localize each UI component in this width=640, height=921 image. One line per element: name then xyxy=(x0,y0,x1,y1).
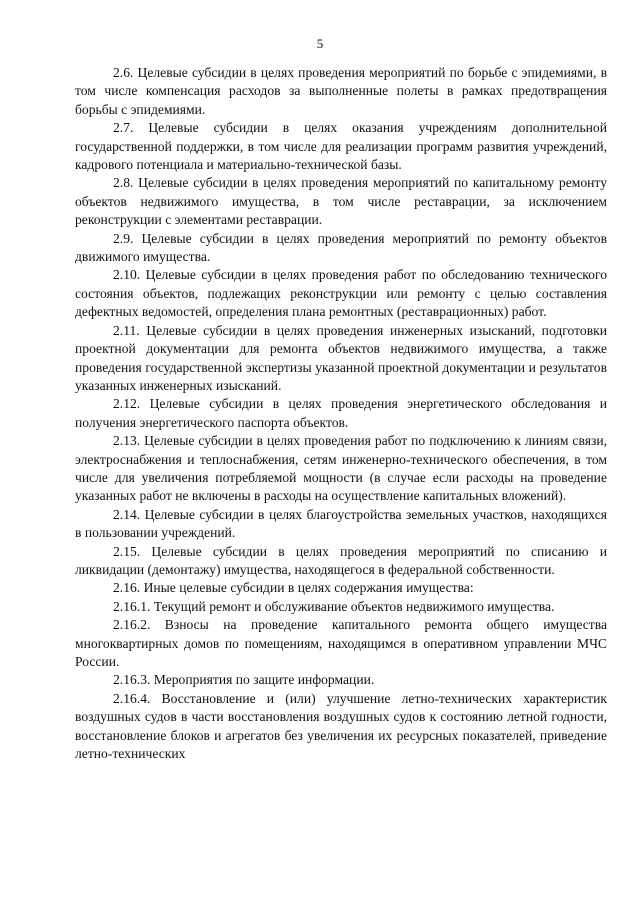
paragraph-2-16-4: 2.16.4. Восстановление и (или) улучшение летно-технических характеристик воздушных судов в части восстановления воздушных судов к состоянию летной годности, восстановление блоков и агрегатов без увеличения их ресурсных показателей, приведение летно-технических xyxy=(75,690,607,762)
paragraph-2-11: 2.11. Целевые субсидии в целях проведения инженерных изысканий, подготовки проектной документации для ремонта объектов недвижимого имущества, а также проведения государственной экспертизы указанной проектной документации и результатов указанных инженерных изысканий. xyxy=(75,322,607,393)
paragraph-2-16-3: 2.16.3. Мероприятия по защите информации. xyxy=(113,672,375,688)
page-number: 5 xyxy=(316,36,324,51)
paragraph-2-7: 2.7. Целевые субсидии в целях оказания учреждениям дополнительной государственной поддержки, в том числе для реализации программ развития учреждений, кадрового потенциала и материально-технической базы. xyxy=(75,120,607,173)
paragraph-2-16-1: 2.16.1. Текущий ремонт и обслуживание объектов недвижимого имущества. xyxy=(113,598,555,614)
paragraph-2-15: 2.15. Целевые субсидии в целях проведения мероприятий по списанию и ликвидации (демонтажу) имущества, находящегося в федеральной собственности. xyxy=(75,543,607,577)
paragraph-2-14: 2.14. Целевые субсидии в целях благоустройства земельных участков, находящихся в пользовании учреждений. xyxy=(75,506,607,541)
paragraph-2-12: 2.12. Целевые субсидии в целях проведения энергетического обследования и получения энергетического паспорта объектов. xyxy=(75,396,607,430)
paragraph-2-13: 2.13. Целевые субсидии в целях проведения работ по подключению к линиям связи, электроснабжения и теплоснабжения, сетям инженерно-технического обеспечения, в том числе для увеличения потребляемой мощности (в случае если расходы на проведение указанных работ не включены в расходы на осуществление капитальных вложений). xyxy=(75,433,607,504)
paragraph-2-8: 2.8. Целевые субсидии в целях проведения мероприятий по капитальному ремонту объектов недвижимого имущества, в том числе реставрации, за исключением реконструкции с элементами реставрации. xyxy=(75,175,607,228)
paragraph-2-16-2: 2.16.2. Взносы на проведение капитального ремонта общего имущества многоквартирных домов по помещениям, находящимся в оперативном управлении МЧС России. xyxy=(75,617,607,669)
paragraph-2-16: 2.16. Иные целевые субсидии в целях содержания имущества: xyxy=(113,580,474,596)
document-body xyxy=(75,64,607,763)
paragraph-2-6: 2.6. Целевые субсидии в целях проведения мероприятий по борьбе с эпидемиями, в том числе компенсация расходов за выполненные полеты в рамках предотвращения борьбы с эпидемиями. xyxy=(75,65,607,117)
paragraph-2-10: 2.10. Целевые субсидии в целях проведения работ по обследованию технического состояния объектов, подлежащих реконструкции или ремонту с целью составления дефектных ведомостей, определения плана ремонтных (реставрационных) работ. xyxy=(75,267,607,320)
paragraph-2-9: 2.9. Целевые субсидии в целях проведения мероприятий по ремонту объектов движимого имущества. xyxy=(75,230,607,265)
